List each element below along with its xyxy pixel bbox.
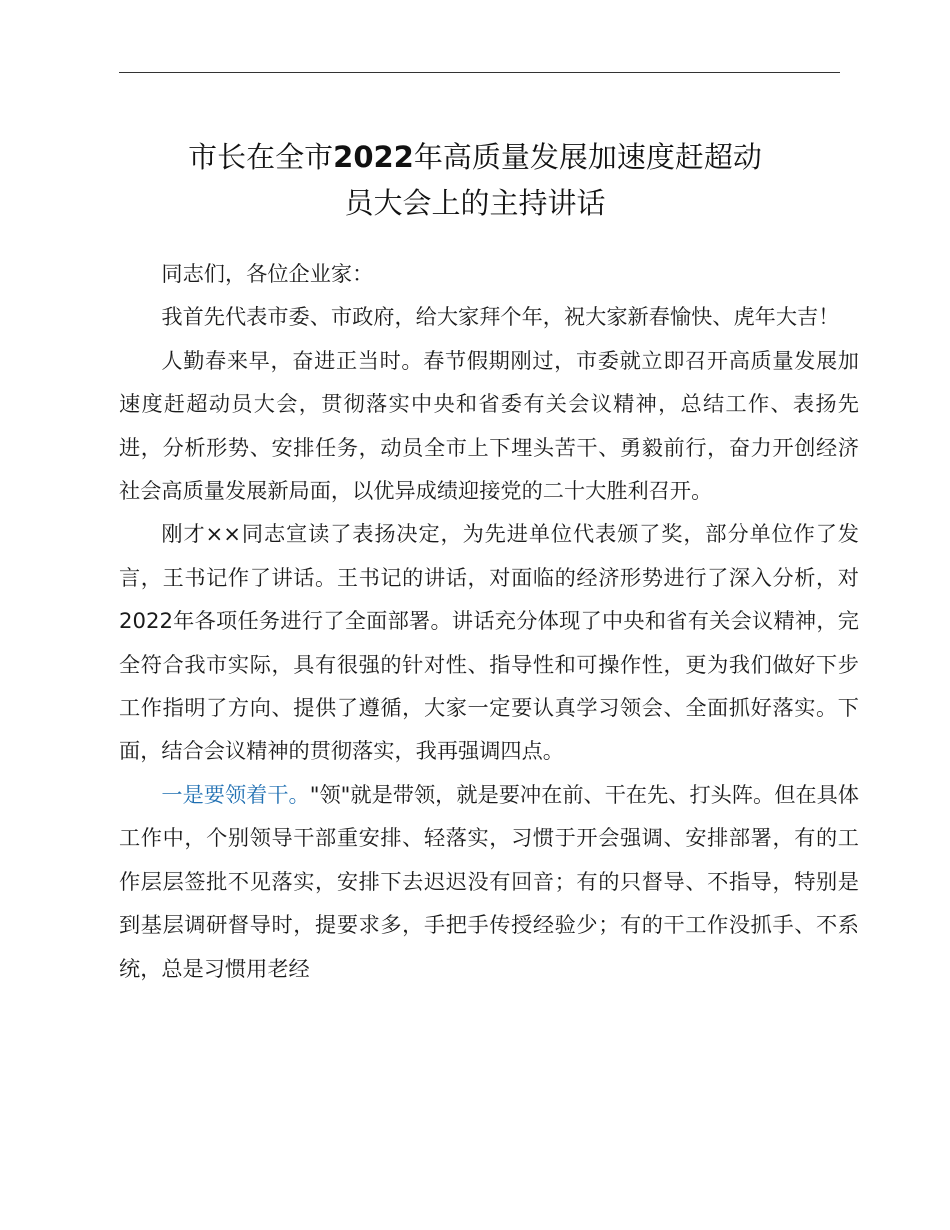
document-body: [119, 252, 859, 990]
paragraph-2: 人勤春来早，奋进正当时。春节假期刚过，市委就立即召开高质量发展加速度赶超动员大会，贯彻落实中央和省委有关会议精神，总结工作、表扬先进，分析形势、安排任务，动员全市上下埋头苦干、勇毅前行，奋力开创经济社会高质量发展新局面，以优异成绩迎接党的二十大胜利召开。: [119, 347, 859, 504]
paragraph-4: [119, 773, 859, 990]
header-rule: [119, 72, 840, 73]
paragraph-1: 我首先代表市委、市政府，给大家拜个年，祝大家新春愉快、虎年大吉！: [161, 304, 840, 330]
title-part-1: 市长在全市: [188, 140, 334, 174]
greeting: 同志们，各位企业家：: [161, 261, 374, 286]
title-part-2: 年高质量发展加速度赶超动: [413, 140, 762, 174]
paragraph-3: 刚才××同志宣读了表扬决定，为先进单位代表颁了奖，部分单位作了发言，王书记作了讲话。王书记的讲话，对面临的经济形势进行了深入分析，对2022年各项任务进行了全面部署。讲话充分体现了中央和省有关会议精神，完全符合我市实际，具有很强的针对性、指导性和可操作性，更为我们做好下步工作指明了方向、提供了遵循，大家一定要认真学习领会、全面抓好落实。下面，结合会议精神的贯彻落实，我再强调四点。: [119, 521, 859, 764]
title-year: 2022: [333, 140, 414, 174]
page-title: [100, 134, 850, 226]
title-line-2: 员大会上的主持讲话: [344, 186, 606, 220]
section-heading: 一是要领着干。: [161, 781, 310, 807]
title-line-1: [100, 134, 850, 180]
paragraph-4-body: "领"就是带领，就是要冲在前、干在先、打头阵。但在具体工作中，个别领导干部重安排、轻落实，习惯于开会强调、安排部署，有的工作层层签批不见落实，安排下去迟迟没有回音；有的只督导、不指导，特别是到基层调研督导时，提要求多，手把手传授经验少；有的干工作没抓手、不系统，总是习惯用老经: [119, 781, 859, 981]
